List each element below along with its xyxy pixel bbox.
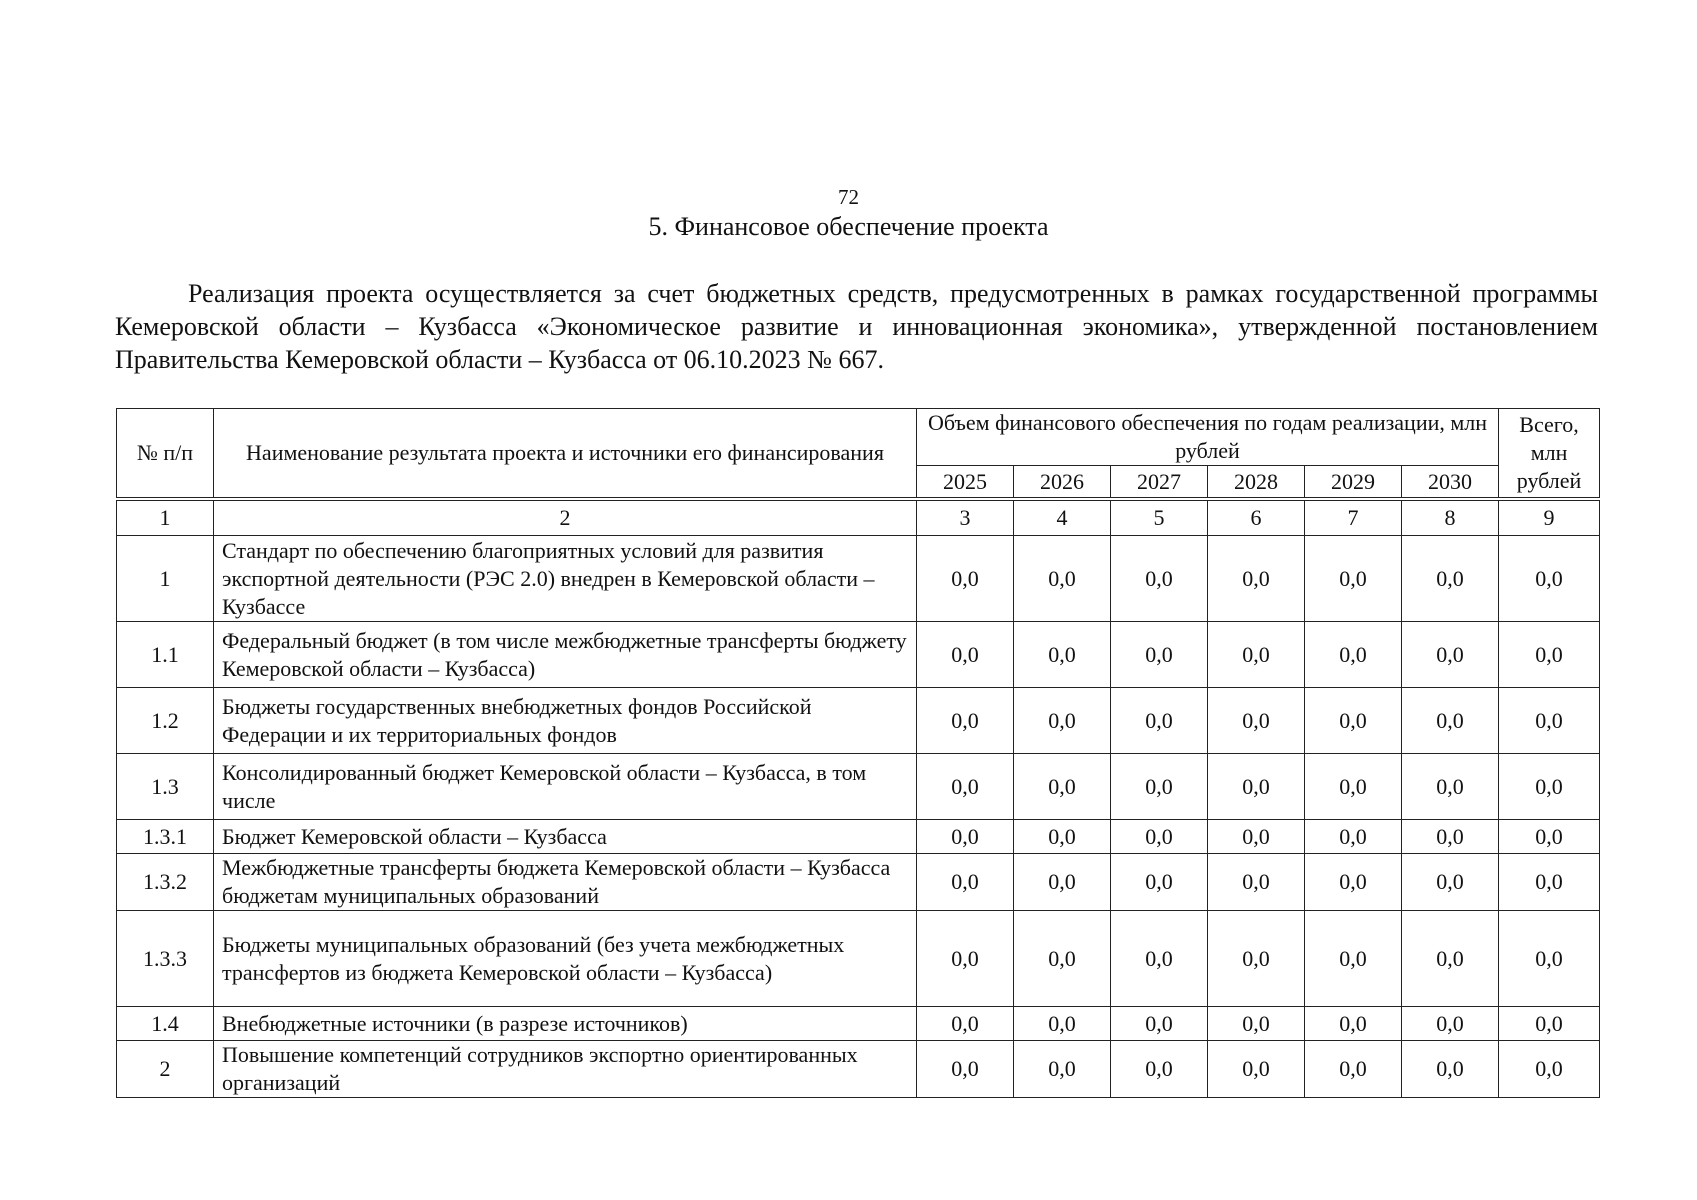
- section-title: 5. Финансовое обеспечение проекта: [648, 212, 1049, 241]
- row-year-value: 0,0: [1111, 536, 1208, 622]
- row-year-value: 0,0: [917, 688, 1014, 754]
- column-number: 5: [1111, 499, 1208, 536]
- row-year-value: 0,0: [1208, 854, 1305, 911]
- row-year-value: 0,0: [1111, 1007, 1208, 1041]
- row-year-value: 0,0: [1014, 854, 1111, 911]
- row-number: 1.3.2: [117, 854, 214, 911]
- row-total-value: 0,0: [1499, 820, 1600, 854]
- row-year-value: 0,0: [1014, 820, 1111, 854]
- row-name: Межбюджетные трансферты бюджета Кемеровской области – Кузбасса бюджетам муниципальных образований: [214, 854, 917, 911]
- row-year-value: 0,0: [1014, 754, 1111, 820]
- row-year-value: 0,0: [1402, 688, 1499, 754]
- row-year-value: 0,0: [1111, 1041, 1208, 1098]
- row-year-value: 0,0: [917, 911, 1014, 1007]
- row-total-value: 0,0: [1499, 1007, 1600, 1041]
- row-year-value: 0,0: [1305, 1007, 1402, 1041]
- row-year-value: 0,0: [1111, 911, 1208, 1007]
- column-number: 7: [1305, 499, 1402, 536]
- row-year-value: 0,0: [1402, 622, 1499, 688]
- row-name: Бюджеты муниципальных образований (без учета межбюджетных трансфертов из бюджета Кемеровской области – Кузбасса): [214, 911, 917, 1007]
- row-year-value: 0,0: [1402, 911, 1499, 1007]
- row-year-value: 0,0: [1402, 854, 1499, 911]
- column-number-row: [117, 499, 1600, 536]
- header-year: 2029: [1305, 466, 1402, 500]
- column-number: 6: [1208, 499, 1305, 536]
- table-row: [117, 854, 1600, 911]
- row-number: 1.3: [117, 754, 214, 820]
- row-year-value: 0,0: [1111, 622, 1208, 688]
- row-year-value: 0,0: [1305, 754, 1402, 820]
- row-year-value: 0,0: [1305, 911, 1402, 1007]
- column-number: 3: [917, 499, 1014, 536]
- row-year-value: 0,0: [1305, 622, 1402, 688]
- row-year-value: 0,0: [1402, 536, 1499, 622]
- financing-table: [116, 408, 1600, 1098]
- table-row: [117, 536, 1600, 622]
- row-name: Федеральный бюджет (в том числе межбюджетные трансферты бюджету Кемеровской области – Кузбасса): [214, 622, 917, 688]
- row-year-value: 0,0: [1208, 754, 1305, 820]
- row-year-value: 0,0: [917, 854, 1014, 911]
- row-year-value: 0,0: [1014, 911, 1111, 1007]
- row-total-value: 0,0: [1499, 854, 1600, 911]
- header-volume: Объем финансового обеспечения по годам реализации, млн рублей: [917, 409, 1499, 466]
- row-year-value: 0,0: [917, 536, 1014, 622]
- table-row: [117, 1041, 1600, 1098]
- row-year-value: 0,0: [1402, 1007, 1499, 1041]
- row-number: 1: [117, 536, 214, 622]
- row-number: 1.2: [117, 688, 214, 754]
- row-year-value: 0,0: [1305, 536, 1402, 622]
- header-total: Всего, млн рублей: [1499, 409, 1600, 500]
- row-year-value: 0,0: [1402, 754, 1499, 820]
- row-year-value: 0,0: [1014, 1041, 1111, 1098]
- row-year-value: 0,0: [1402, 820, 1499, 854]
- row-number: 2: [117, 1041, 214, 1098]
- row-year-value: 0,0: [917, 622, 1014, 688]
- row-number: 1.4: [117, 1007, 214, 1041]
- row-number: 1.3.3: [117, 911, 214, 1007]
- header-year: 2028: [1208, 466, 1305, 500]
- row-year-value: 0,0: [917, 820, 1014, 854]
- column-number: 4: [1014, 499, 1111, 536]
- row-year-value: 0,0: [917, 1041, 1014, 1098]
- row-year-value: 0,0: [1402, 1041, 1499, 1098]
- row-year-value: 0,0: [1208, 1007, 1305, 1041]
- row-year-value: 0,0: [1111, 754, 1208, 820]
- row-year-value: 0,0: [1208, 1041, 1305, 1098]
- row-year-value: 0,0: [1208, 911, 1305, 1007]
- row-year-value: 0,0: [917, 1007, 1014, 1041]
- row-total-value: 0,0: [1499, 911, 1600, 1007]
- row-year-value: 0,0: [1305, 1041, 1402, 1098]
- row-year-value: 0,0: [1305, 688, 1402, 754]
- row-name: Стандарт по обеспечению благоприятных условий для развития экспортной деятельности (РЭС 2.0) внедрен в Кемеровской области – Кузбассе: [214, 536, 917, 622]
- table-row: [117, 911, 1600, 1007]
- row-total-value: 0,0: [1499, 1041, 1600, 1098]
- row-year-value: 0,0: [1014, 536, 1111, 622]
- table-row: [117, 688, 1600, 754]
- header-year: 2027: [1111, 466, 1208, 500]
- table-row: [117, 820, 1600, 854]
- intro-paragraph: Реализация проекта осуществляется за счет бюджетных средств, предусмотренных в рамках государственной программы Кемеровской области – Кузбасса «Экономическое развитие и инновационная экономика», утвержденной постановлением Правительства Кемеровской области – Кузбасса от 06.10.2023 № 667.: [115, 279, 1598, 374]
- row-total-value: 0,0: [1499, 754, 1600, 820]
- row-total-value: 0,0: [1499, 688, 1600, 754]
- row-number: 1.3.1: [117, 820, 214, 854]
- row-name: Консолидированный бюджет Кемеровской области – Кузбасса, в том числе: [214, 754, 917, 820]
- row-name: Внебюджетные источники (в разрезе источников): [214, 1007, 917, 1041]
- column-number: 9: [1499, 499, 1600, 536]
- header-year: 2026: [1014, 466, 1111, 500]
- header-name: Наименование результата проекта и источники его финансирования: [214, 409, 917, 500]
- column-number: 1: [117, 499, 214, 536]
- row-name: Бюджеты государственных внебюджетных фондов Российской Федерации и их территориальных фондов: [214, 688, 917, 754]
- column-number: 8: [1402, 499, 1499, 536]
- row-name: Повышение компетенций сотрудников экспортно ориентированных организаций: [214, 1041, 917, 1098]
- row-year-value: 0,0: [1208, 820, 1305, 854]
- row-year-value: 0,0: [1111, 688, 1208, 754]
- header-year: 2025: [917, 466, 1014, 500]
- column-number: 2: [214, 499, 917, 536]
- page-number: 72: [838, 185, 859, 209]
- table-row: [117, 622, 1600, 688]
- row-year-value: 0,0: [1305, 854, 1402, 911]
- row-total-value: 0,0: [1499, 536, 1600, 622]
- row-year-value: 0,0: [1111, 820, 1208, 854]
- row-year-value: 0,0: [1111, 854, 1208, 911]
- row-year-value: 0,0: [1208, 622, 1305, 688]
- row-year-value: 0,0: [1208, 688, 1305, 754]
- row-name: Бюджет Кемеровской области – Кузбасса: [214, 820, 917, 854]
- table-row: [117, 754, 1600, 820]
- header-year: 2030: [1402, 466, 1499, 500]
- header-num: № п/п: [117, 409, 214, 500]
- row-year-value: 0,0: [1208, 536, 1305, 622]
- row-year-value: 0,0: [1014, 622, 1111, 688]
- table-row: [117, 1007, 1600, 1041]
- row-number: 1.1: [117, 622, 214, 688]
- row-year-value: 0,0: [917, 754, 1014, 820]
- row-year-value: 0,0: [1305, 820, 1402, 854]
- row-total-value: 0,0: [1499, 622, 1600, 688]
- row-year-value: 0,0: [1014, 688, 1111, 754]
- row-year-value: 0,0: [1014, 1007, 1111, 1041]
